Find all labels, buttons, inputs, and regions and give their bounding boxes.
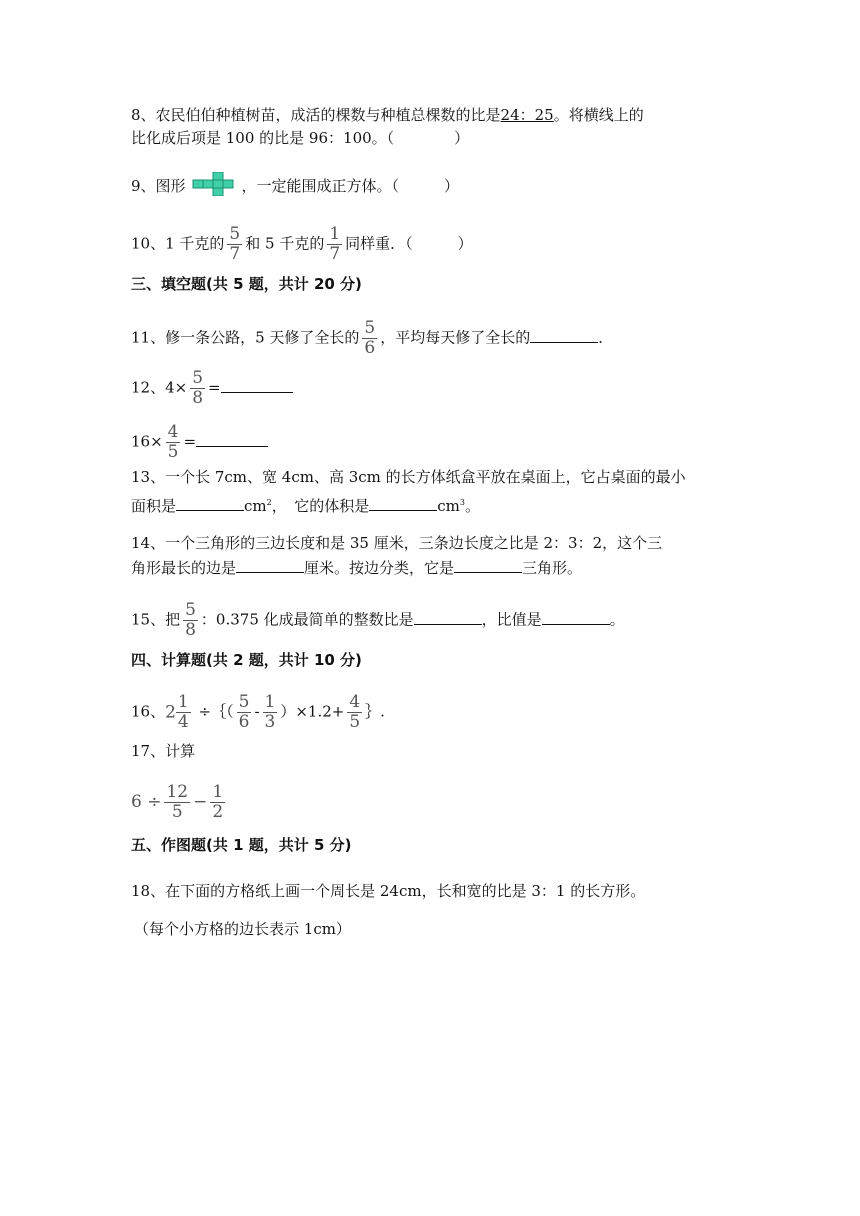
- question-16: [131, 694, 385, 731]
- question-12-part-2: [131, 424, 268, 461]
- fraction: [190, 370, 205, 407]
- q10-text-end: 同样重．（ ）: [345, 234, 473, 253]
- fraction: [347, 694, 362, 731]
- fraction: [183, 602, 198, 639]
- denominator: 8: [185, 620, 196, 640]
- question-13-line-2: [131, 492, 480, 517]
- numerator: 1: [177, 692, 189, 712]
- q13-text-mid: ， 它的体积是: [271, 497, 370, 515]
- q11-text-mid: ，平均每天修了全长的: [380, 328, 531, 347]
- q16-operator: ÷｛（: [198, 702, 234, 721]
- q9-text: 9、图形: [131, 177, 186, 195]
- q12-text: 12、4×: [131, 378, 188, 397]
- q16-label: 16、: [131, 702, 166, 721]
- numerator: 12: [166, 782, 189, 802]
- q14-text-mid: 厘米。按边分类，它是: [304, 559, 455, 577]
- mixed-number-whole: 2: [165, 702, 176, 723]
- question-13-line-1: 13、一个长 7cm、宽 4cm、高 3cm 的长方体纸盒平放在桌面上，它占桌面的最小: [131, 468, 686, 486]
- numerator: 1: [264, 692, 276, 712]
- denominator: 7: [329, 244, 341, 264]
- answer-blank[interactable]: [454, 558, 522, 573]
- q14-text-end: 三角形。: [522, 559, 583, 577]
- denominator: 5: [349, 712, 361, 732]
- fraction: [164, 784, 190, 821]
- question-18-line-1: 18、在下面的方格纸上画一个周长是 24cm，长和宽的比是 3：1 的长方形。: [131, 882, 646, 900]
- question-15: [131, 602, 625, 639]
- question-8-line-1: [131, 104, 644, 126]
- answer-blank[interactable]: [176, 496, 244, 511]
- question-8-line-2: 比化成后项是 100 的比是 96：100。（ ）: [131, 129, 470, 147]
- q15-text-mid: ：0.375 化成最简单的整数比是: [200, 610, 414, 629]
- question-14-line-1: 14、一个三角形的三边长度和是 35 厘米，三条边长度之比是 2：3：2，这个三: [131, 534, 663, 552]
- fraction: [237, 694, 252, 731]
- q9-text-end: ，一定能围成正方体。（ ）: [241, 177, 460, 195]
- denominator: 2: [212, 802, 224, 822]
- question-11: [131, 320, 613, 357]
- question-17-expression: [131, 784, 228, 821]
- q8-text-end: 。将横线上的: [553, 106, 644, 124]
- q15-text-mid-2: ，比值是: [481, 610, 542, 629]
- section-3-heading: 三、填空题(共 5 题，共计 20 分): [131, 275, 362, 293]
- denominator: 6: [238, 712, 250, 732]
- expression-text: 6 ÷: [131, 792, 162, 812]
- numerator: 4: [349, 692, 361, 712]
- question-9: [131, 172, 459, 202]
- minus-sign: −: [193, 792, 208, 812]
- q8-underlined-ratio: 24：25: [500, 106, 554, 124]
- numerator: 5: [364, 318, 376, 338]
- question-12: [131, 370, 293, 407]
- answer-blank[interactable]: [196, 432, 268, 447]
- fraction: [227, 226, 242, 263]
- denominator: 6: [364, 338, 376, 358]
- question-10: [131, 226, 473, 263]
- answer-blank[interactable]: [414, 610, 482, 625]
- fraction: [176, 694, 191, 731]
- numerator: 5: [238, 692, 250, 712]
- q10-text-mid: 和 5 千克的: [245, 234, 325, 253]
- denominator: 7: [229, 244, 241, 264]
- q16-operator: ）×1.2+: [280, 702, 345, 721]
- numerator: 1: [212, 782, 224, 802]
- question-18-line-2: （每个小方格的边长表示 1cm）: [134, 920, 351, 938]
- q11-text: 11、修一条公路，5 天修了全长的: [131, 328, 360, 347]
- numerator: 1: [329, 224, 341, 244]
- answer-blank[interactable]: [530, 328, 598, 343]
- equals-sign: =: [183, 432, 197, 451]
- q15-text: 15、把: [131, 610, 181, 629]
- section-5-heading: 五、作图题(共 1 题，共计 5 分): [131, 836, 352, 854]
- numerator: 5: [229, 224, 241, 244]
- q10-text: 10、1 千克的: [131, 234, 225, 253]
- denominator: 4: [177, 712, 189, 732]
- fraction: [210, 784, 225, 821]
- superscript: 2: [266, 498, 272, 507]
- q12b-text: 16×: [131, 432, 163, 451]
- fraction: [362, 320, 377, 357]
- denominator: 3: [264, 712, 276, 732]
- answer-blank[interactable]: [542, 610, 610, 625]
- numerator: 5: [185, 600, 196, 620]
- question-14-line-2: [131, 557, 582, 579]
- superscript: 3: [459, 498, 465, 507]
- denominator: 5: [167, 442, 179, 462]
- q14-text: 角形最长的边是: [131, 559, 237, 577]
- denominator: 5: [171, 802, 183, 822]
- numerator: 5: [192, 368, 204, 388]
- q11-text-end: ．: [598, 328, 614, 347]
- answer-blank[interactable]: [221, 378, 293, 393]
- q13-text: 面积是: [131, 497, 177, 515]
- denominator: 8: [192, 388, 204, 408]
- question-17-label: 17、计算: [131, 742, 196, 760]
- answer-blank[interactable]: [236, 558, 304, 573]
- fraction: [166, 424, 181, 461]
- section-4-heading: 四、计算题(共 2 题，共计 10 分): [131, 651, 362, 669]
- answer-blank[interactable]: [369, 496, 437, 511]
- q15-text-end: 。: [609, 610, 625, 629]
- numerator: 4: [167, 422, 179, 442]
- unit: cm: [244, 497, 267, 515]
- minus-sign: -: [254, 702, 260, 721]
- q16-text-end: ｝.: [365, 702, 385, 721]
- fraction: [263, 694, 278, 731]
- equals-sign: =: [208, 378, 221, 397]
- cube-net-icon: [192, 172, 236, 202]
- unit: cm: [437, 497, 460, 515]
- q13-text-end: 。: [464, 497, 480, 515]
- q8-text: 8、农民伯伯种植树苗，成活的棵数与种植总棵数的比是: [131, 106, 501, 124]
- fraction: [327, 226, 342, 263]
